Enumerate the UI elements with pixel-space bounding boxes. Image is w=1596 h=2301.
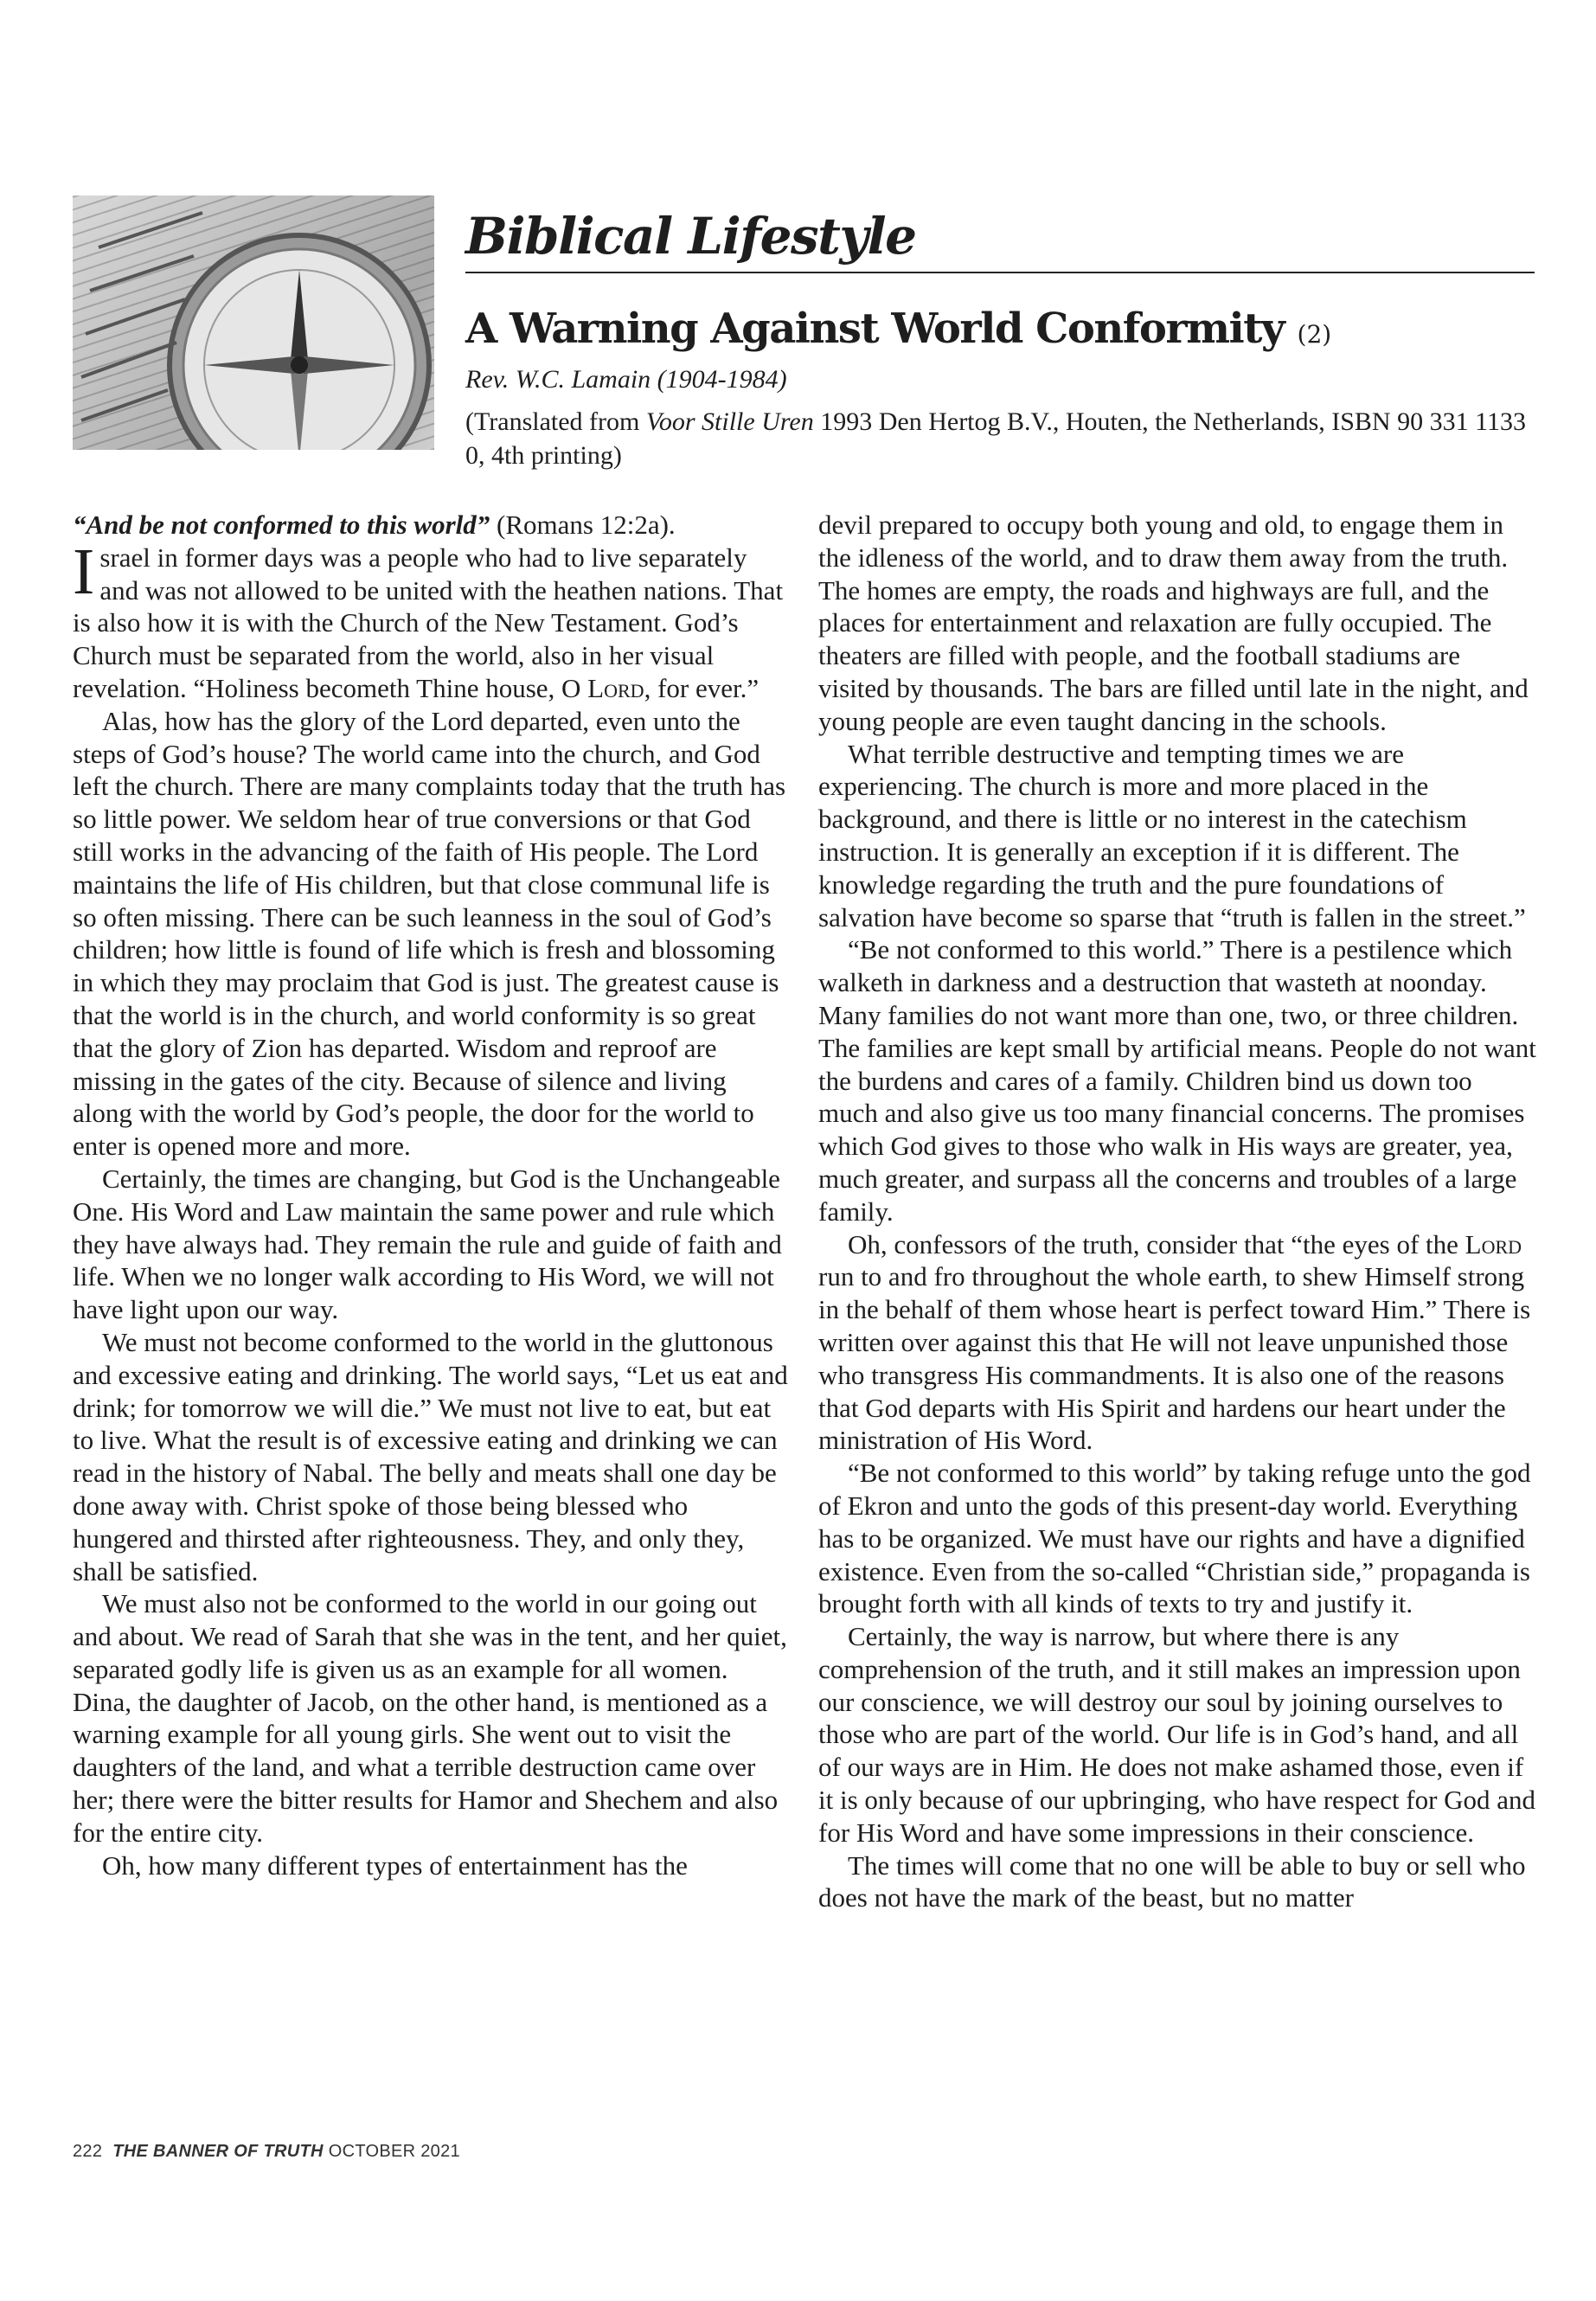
right-paragraph-4-text-b: run to and fro throughout the whole earth, to shew Himself strong in the behalf of them whose heart is perfect toward Him.” There is written over against this that He will not leave unpunished those who transgress His commandments. It is also one of the reasons that God departs with His Spirit and hardens our heart under the ministration of His Word. [818, 1261, 1531, 1456]
lord-small-caps: Lord [587, 672, 644, 703]
epigraph-quote: “And be not conformed to this world” [73, 510, 490, 540]
left-paragraph-4: We must not become conformed to the world in the gluttonous and excessive eating and drinking. The world says, “Let us eat and drink; for tomorrow we will die.” We must not live to eat, but eat to live. What the result is of excessive eating and drinking we can read in the history of Nabal. The belly and meats shall one day be done away with. Christ spoke of those being blessed who hungered and thirsted after righteousness. They, and only they, shall be satisfied. [73, 1326, 788, 1586]
page-number: 222 [73, 2142, 103, 2161]
left-paragraph-3: Certainly, the times are changing, but God is the Unchangeable One. His Word and Law maintain the same power and rule which they have always had. They remain the rule and guide of faith and life. When we no longer walk according to His Word, we will not have light upon our way. [73, 1163, 782, 1325]
right-paragraph-3: “Be not conformed to this world.” There is a pestilence which walketh in darkness and a destruction that wasteth at noonday. Many families do not want more than one, two, or three children. The families are kept small by artificial means. People do not want the burdens and cares of a family. Children bind us down too much and also give us too many financial concerns. The promises which God gives to those who walk in His ways are greater, yea, much greater, and surpass all the concerns and troubles of a large family. [818, 934, 1536, 1227]
right-paragraph-5: “Be not conformed to this world” by taking refuge unto the god of Ekron and unto the gods of this present-day world. Everything has to be organized. We must have our rights and have a dignified existence. Even from the so-called “Christian side,” propaganda is brought forth with all kinds of texts to try and justify it. [818, 1458, 1531, 1619]
right-paragraph-6: Certainly, the way is narrow, but where there is any comprehension of the truth, and it still makes an impression upon our conscience, we will destroy our soul by joining ourselves to those who are part of the world. Our life is in God’s hand, and all of our ways are in Him. He does not make ashamed those, even if it is only because of our upbringing, who have respect for God and for His Word and have some impressions in their conscience. [818, 1621, 1536, 1848]
drop-cap: I [73, 535, 95, 608]
publication-name: THE BANNER OF TRUTH [112, 2142, 324, 2161]
epigraph [73, 509, 791, 542]
right-column [818, 509, 1536, 1914]
lord-small-caps: Lord [1465, 1228, 1522, 1259]
left-paragraph-1 [73, 535, 791, 705]
article-title-text: A Warning Against World Conformity [465, 304, 1285, 353]
translation-note [465, 405, 1538, 472]
compass-icon [73, 195, 434, 450]
bible-compass-image [73, 195, 434, 450]
issue-date: OCTOBER 2021 [328, 2142, 460, 2161]
translation-source-title: Voor Stille Uren [645, 407, 814, 436]
right-paragraph-2: What terrible destructive and tempting times we are experiencing. The church is more and more placed in the background, and there is little or no interest in the catechism instruction. It is generally an exception if it is different. The knowledge regarding the truth and the pure foundations of salvation have become so sparse that “truth is fallen in the street.” [818, 738, 1526, 933]
left-paragraph-1-text-b: , for ever.” [644, 672, 760, 703]
left-paragraph-6: Oh, how many different types of entertainment has the [102, 1849, 688, 1881]
section-title: Biblical Lifestyle [465, 207, 916, 266]
right-paragraph-4 [818, 1228, 1536, 1458]
right-paragraph-4-text-a: Oh, confessors of the truth, consider that “the eyes of the [848, 1228, 1465, 1259]
left-paragraph-1-text-a: srael in former days was a people who had to live separately and was not allowed to be united with the heathen nations. That is also how it is with the Church of the New Testament. God’s Church must be separated from the world, also in her visual revelation. “Holiness becometh Thine house, O [73, 542, 784, 703]
page-footer [73, 2142, 460, 2162]
section-title-rule [465, 272, 1535, 273]
article-title [465, 303, 1331, 361]
right-paragraph-7: The times will come that no one will be able to buy or sell who does not have the mark of the beast, but no matter [818, 1849, 1526, 1913]
left-paragraph-2: Alas, how has the glory of the Lord departed, even unto the steps of God’s house? The world came into the church, and God left the church. There are many complaints today that the truth has so little power. We seldom hear of true conversions or that God still works in the advancing of the faith of His people. The Lord maintains the life of His children, but that close communal life is so often missing. There can be such leanness in the soul of God’s children; how little is found of life which is fresh and blossoming in which they may proclaim that God is just. The greatest cause is that the world is in the church, and world conformity is so great that the glory of Zion has departed. Wisdom and reproof are missing in the gates of the city. Because of silence and living along with the world by God’s people, the door for the world to enter is opened more and more. [73, 705, 786, 1162]
left-paragraph-5: We must also not be conformed to the world in our going out and about. We read of Sarah that she was in the tent, and her quiet, separated godly life is given us as an example for all women. Dina, the daughter of Jacob, on the other hand, is mentioned as a warning example for all young girls. She went out to visit the daughters of the land, and what a terrible destruction came over her; there were the bitter results for Hamor and Shechem and also for the entire city. [73, 1588, 787, 1848]
right-paragraph-1: devil prepared to occupy both young and old, to engage them in the idleness of the world, and to draw them away from the truth. The homes are empty, the roads and highways are full, and the places for entertainment and relaxation are fully occupied. The theaters are filled with people, and the football stadiums are visited by thousands. The bars are filled until late in the night, and young people are even taught dancing in the schools. [818, 510, 1529, 736]
translation-prefix: (Translated from [465, 407, 646, 436]
article-part-number: (2) [1297, 320, 1332, 349]
author-byline: Rev. W.C. Lamain (1904-1984) [465, 365, 787, 394]
left-column [73, 509, 791, 1881]
translation-suffix: 1993 Den Hertog B.V., Houten, the Netherlands, ISBN 90 331 1133 0, 4th printing) [465, 407, 1526, 470]
epigraph-reference: (Romans 12:2a). [490, 510, 676, 540]
